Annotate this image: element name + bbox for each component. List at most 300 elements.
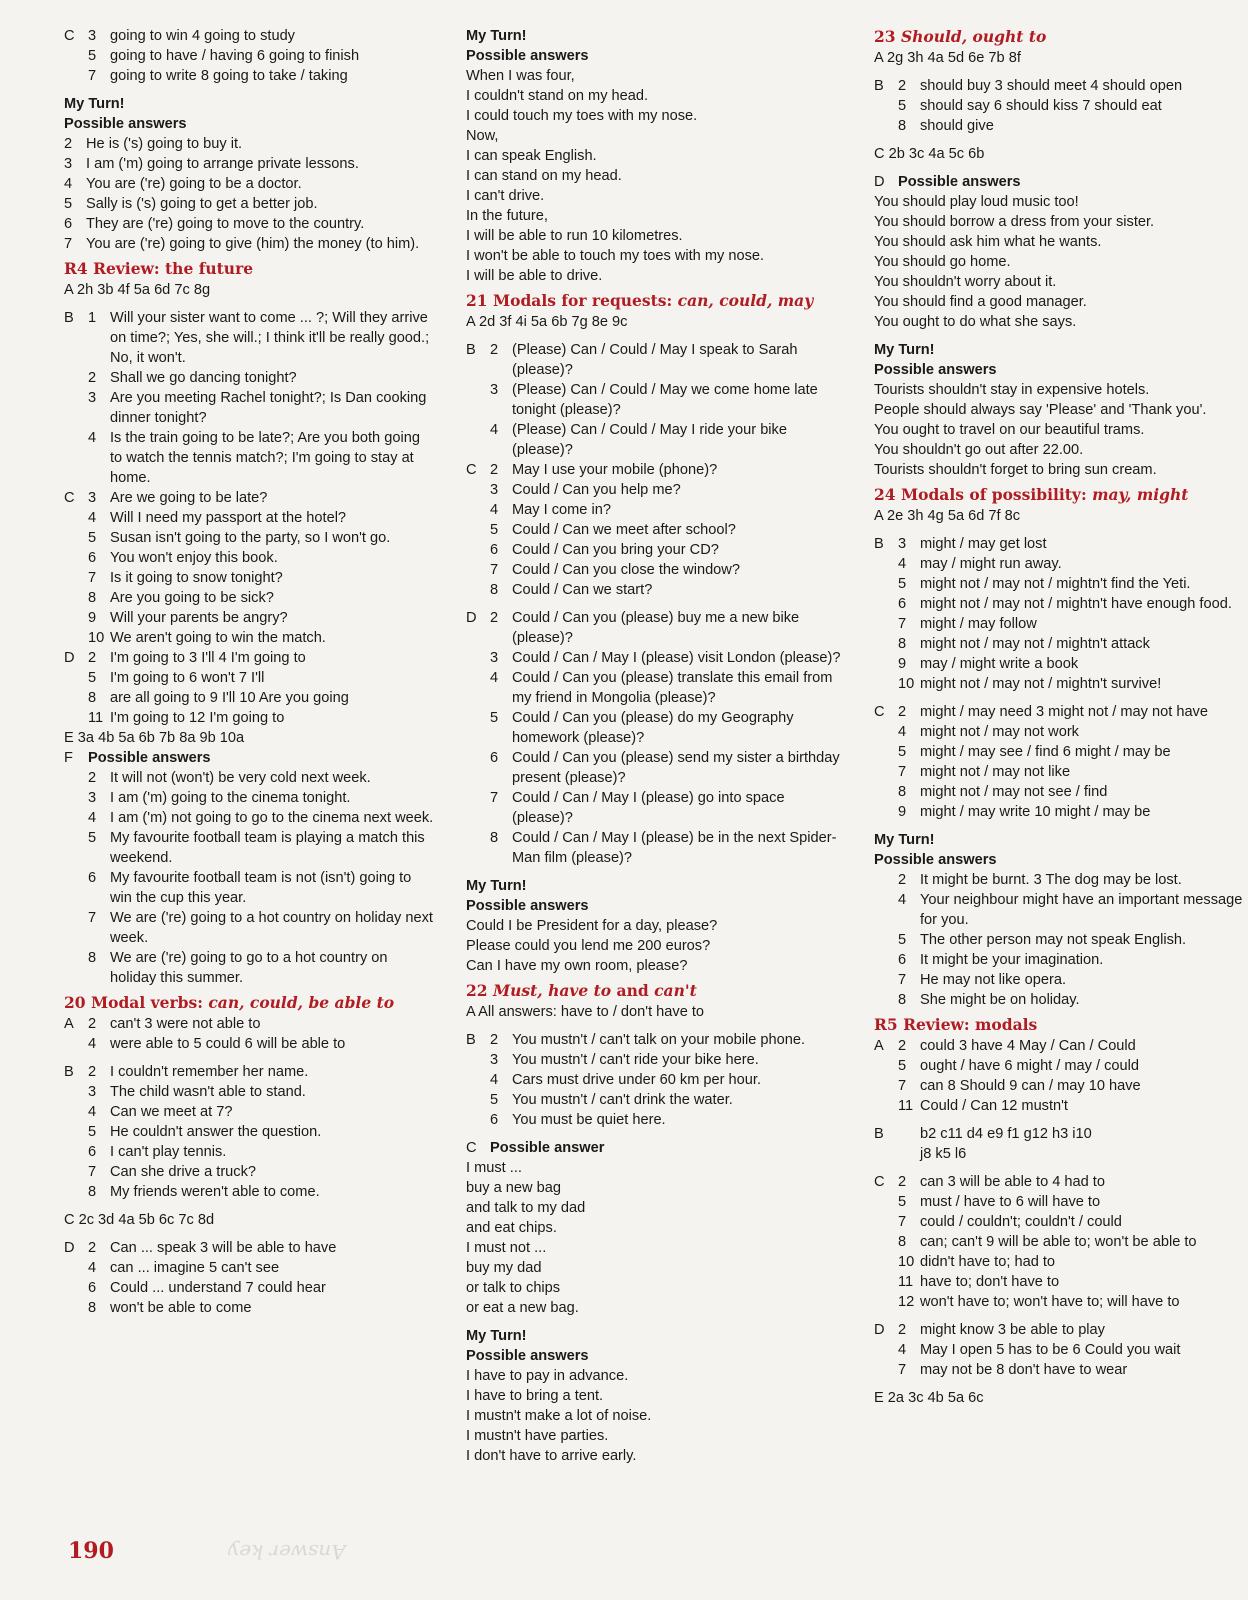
answer-line: C 2b 3c 4a 5c 6b: [874, 146, 985, 162]
exercise-block: [64, 308, 436, 488]
answer-lines: [874, 380, 1244, 480]
item-number: 6: [490, 750, 499, 766]
answer-item: [88, 1182, 436, 1202]
answer-item: [490, 380, 848, 420]
exercise-block: [466, 460, 848, 600]
answer-item: [88, 648, 436, 668]
item-number: 6: [88, 550, 97, 566]
answer-line: I don't have to arrive early.: [466, 1448, 637, 1464]
answer-line: A 2g 3h 4a 5d 6e 7b 8f: [874, 50, 1021, 66]
answer-item: [88, 868, 436, 908]
item-number: 8: [490, 830, 499, 846]
answer-item: [898, 970, 1244, 990]
section-subheading: My Turn!: [466, 878, 527, 894]
section-subheading: My Turn!: [466, 28, 527, 44]
item-text: must / have to 6 will have to: [920, 1194, 1101, 1210]
answer-item: [88, 46, 436, 66]
answer-item: [88, 1082, 436, 1102]
answer-item: [490, 560, 848, 580]
item-number: 6: [64, 216, 73, 232]
page-number: 190: [68, 1538, 114, 1564]
answer-item: [88, 548, 436, 568]
item-number: [898, 1124, 920, 1144]
answer-line: Tourists shouldn't stay in expensive hotels.: [874, 382, 1150, 398]
answer-line: Now,: [466, 128, 499, 144]
answer-item: [88, 1034, 436, 1054]
answer-item: [490, 668, 848, 708]
exercise-letter: B: [874, 78, 884, 94]
item-text: could 3 have 4 May / Can / Could: [920, 1038, 1136, 1054]
item-number: 8: [898, 636, 907, 652]
item-number: 8: [88, 590, 97, 606]
item-number: 10: [898, 676, 915, 692]
answer-item: [490, 748, 848, 788]
item-number: 11: [898, 1274, 914, 1290]
item-number: 6: [88, 1144, 97, 1160]
item-text: He may not like opera.: [920, 972, 1067, 988]
heading-italic: Must, have to: [492, 981, 612, 1000]
section-heading: [874, 1014, 1244, 1036]
item-text: might not / may not / mightn't attack: [920, 636, 1150, 652]
answer-line: People should always say 'Please' and 'Thank you'.: [874, 402, 1207, 418]
answer-item: [88, 388, 436, 428]
spacer: [64, 300, 436, 308]
answer-item: [490, 608, 848, 648]
answer-line: A 2e 3h 4g 5a 6d 7f 8c: [874, 508, 1021, 524]
item-number: 4: [898, 892, 907, 908]
section-subheading: Possible answers: [466, 48, 589, 64]
answer-item: [88, 368, 436, 388]
answer-item: [898, 1096, 1244, 1116]
answer-item: [490, 1110, 848, 1130]
item-text: He couldn't answer the question.: [110, 1124, 322, 1140]
item-text: Cars must drive under 60 km per hour.: [512, 1072, 762, 1088]
exercise-block: [64, 748, 436, 988]
item-number: 3: [490, 482, 499, 498]
exercise-answers: [898, 870, 1244, 1010]
exercise-letter: C: [874, 1174, 885, 1190]
spacer: [64, 1230, 436, 1238]
item-text: Could / Can you bring your CD?: [512, 542, 719, 558]
heading-italic: Should, ought to: [900, 27, 1047, 46]
item-text: might / may follow: [920, 616, 1037, 632]
exercise-answers: [88, 648, 436, 728]
item-text: j8 k5 l6: [920, 1146, 967, 1162]
item-text: might / may see / find 6 might / may be: [920, 744, 1171, 760]
answer-item: [88, 1278, 436, 1298]
item-text: didn't have to; had to: [920, 1254, 1056, 1270]
answer-item: [88, 1238, 436, 1258]
item-number: 8: [490, 582, 499, 598]
item-number: 11: [898, 1098, 914, 1114]
answer-item: [898, 594, 1244, 614]
answer-line: and eat chips.: [466, 1220, 557, 1236]
item-text: may not be 8 don't have to wear: [920, 1362, 1128, 1378]
answer-item: [490, 480, 848, 500]
item-text: Your neighbour might have an important message for you.: [920, 892, 1243, 928]
item-text: You won't enjoy this book.: [110, 550, 278, 566]
item-number: 5: [490, 522, 499, 538]
section-subheading: Possible answers: [64, 116, 187, 132]
item-text: Are you meeting Rachel tonight?; Is Dan cooking dinner tonight?: [110, 390, 427, 426]
answer-item: [88, 588, 436, 608]
exercise-letter: C: [874, 704, 885, 720]
answer-item: [88, 708, 436, 728]
item-number: 4: [88, 430, 97, 446]
item-number: 8: [898, 118, 907, 134]
answer-line: You should ask him what he wants.: [874, 234, 1102, 250]
answer-line: You should go home.: [874, 254, 1011, 270]
section-heading: [874, 484, 1244, 506]
heading-text: 23: [874, 27, 901, 46]
answer-lines: [466, 66, 848, 286]
item-text: b2 c11 d4 e9 f1 g12 h3 i10: [920, 1126, 1092, 1142]
answer-line: I mustn't make a lot of noise.: [466, 1408, 652, 1424]
answer-line: E 3a 4b 5a 6b 7b 8a 9b 10a: [64, 730, 245, 746]
item-text: He is ('s) going to buy it.: [86, 136, 243, 152]
answer-line: A All answers: have to / don't have to: [466, 1004, 705, 1020]
answer-line: You should play loud music too!: [874, 194, 1079, 210]
item-number: 7: [88, 1164, 97, 1180]
item-text: May I come in?: [512, 502, 611, 518]
item-number: 3: [490, 1052, 499, 1068]
answer-item: [490, 420, 848, 460]
item-text: (Please) Can / Could / May I ride your bike (please)?: [512, 422, 787, 458]
answer-item: [898, 1292, 1244, 1312]
item-number: 7: [898, 1362, 907, 1378]
answer-item: [898, 702, 1244, 722]
section-subheading: My Turn!: [874, 832, 935, 848]
exercise-answers: [898, 76, 1244, 136]
item-number: 8: [898, 992, 907, 1008]
answer-item: [898, 990, 1244, 1010]
answer-line: or eat a new bag.: [466, 1300, 579, 1316]
answer-item: [490, 1050, 848, 1070]
item-number: 8: [88, 690, 97, 706]
exercise-block: [466, 340, 848, 460]
answer-line: I can speak English.: [466, 148, 597, 164]
item-text: are all going to 9 I'll 10 Are you going: [110, 690, 349, 706]
item-text: It will not (won't) be very cold next week.: [110, 770, 371, 786]
answer-item: [898, 742, 1244, 762]
item-text: We are ('re) going to a hot country on holiday next week.: [110, 910, 433, 946]
item-text: might not / may not like: [920, 764, 1071, 780]
answer-item: [898, 614, 1244, 634]
exercise-block: [466, 1030, 848, 1130]
bleed-through-footer: Answer key: [228, 1540, 346, 1564]
answer-item: [88, 1258, 436, 1278]
item-text: Sally is ('s) going to get a better job.: [86, 196, 318, 212]
item-number: 6: [490, 542, 499, 558]
exercise-answers: [490, 460, 848, 600]
heading-text: R4 Review: the future: [64, 259, 254, 278]
item-number: 5: [88, 48, 97, 64]
answer-item: [88, 66, 436, 86]
answer-line: I must ...: [466, 1160, 522, 1176]
item-text: Is it going to snow tonight?: [110, 570, 283, 586]
exercise-block: [874, 702, 1244, 822]
item-number: 5: [898, 1194, 907, 1210]
answer-item: [490, 828, 848, 868]
exercise-letter: A: [874, 1038, 884, 1054]
heading-italic: can't: [654, 981, 697, 1000]
answer-item: [88, 808, 436, 828]
spacer: [466, 600, 848, 608]
exercise-answers: [490, 1138, 848, 1158]
item-text: could / couldn't; couldn't / could: [920, 1214, 1122, 1230]
item-text: You mustn't / can't drink the water.: [512, 1092, 733, 1108]
answer-item: [898, 1272, 1244, 1292]
answer-item: [898, 76, 1244, 96]
item-text: Could ... understand 7 could hear: [110, 1280, 326, 1296]
item-number: 2: [898, 704, 907, 720]
item-text: Will your sister want to come ... ?; Will they arrive on time?; Yes, she will.; I think it'll be really good.; No, it won't.: [110, 310, 430, 366]
answer-lines: [466, 916, 848, 976]
exercise-answers: [88, 26, 436, 86]
item-text: were able to 5 could 6 will be able to: [110, 1036, 346, 1052]
answer-item: [88, 488, 436, 508]
heading-italic: can, could, may: [677, 291, 814, 310]
item-number: 3: [490, 382, 499, 398]
item-text: can 8 Should 9 can / may 10 have: [920, 1078, 1141, 1094]
answer-line: C 2c 3d 4a 5b 6c 7c 8d: [64, 1212, 215, 1228]
item-text: Are you going to be sick?: [110, 590, 274, 606]
item-number: 6: [898, 952, 907, 968]
answer-item: [490, 648, 848, 668]
answer-item: [490, 1090, 848, 1110]
heading-text: 22: [466, 981, 493, 1000]
exercise-letter: C: [64, 490, 75, 506]
item-number: 3: [88, 490, 97, 506]
spacer: [466, 1130, 848, 1138]
item-text: won't be able to come: [110, 1300, 252, 1316]
answer-column-1: [64, 26, 436, 1318]
heading-text: R5 Review: modals: [874, 1015, 1038, 1034]
exercise-letter: D: [874, 1322, 885, 1338]
exercise-answers: [898, 1124, 1244, 1164]
exercise-letter: B: [64, 1064, 74, 1080]
item-text: might not / may not / mightn't have enough food.: [920, 596, 1232, 612]
item-number: 5: [64, 196, 73, 212]
answer-item: [88, 1298, 436, 1318]
item-number: 2: [898, 1174, 907, 1190]
heading-text: 20 Modal verbs:: [64, 993, 209, 1012]
item-text: The child wasn't able to stand.: [110, 1084, 306, 1100]
spacer: [64, 1202, 436, 1210]
answer-item: [88, 688, 436, 708]
spacer: [64, 1054, 436, 1062]
answer-line: I will be able to run 10 kilometres.: [466, 228, 683, 244]
item-number: 2: [490, 342, 499, 358]
item-number: 1: [88, 310, 97, 326]
item-text: going to have / having 6 going to finish: [110, 48, 360, 64]
item-number: 4: [88, 510, 97, 526]
exercise-answers: [898, 1036, 1244, 1116]
heading-text: 21 Modals for requests:: [466, 291, 678, 310]
exercise-letter: D: [466, 610, 477, 626]
spacer: [466, 332, 848, 340]
item-text: have to; don't have to: [920, 1274, 1060, 1290]
exercise-letter: A: [64, 1016, 74, 1032]
answer-line: You shouldn't worry about it.: [874, 274, 1057, 290]
answer-line: or talk to chips: [466, 1280, 561, 1296]
item-number: 4: [490, 422, 499, 438]
item-text: Can we meet at 7?: [110, 1104, 233, 1120]
exercise-block: [64, 26, 436, 86]
item-number: 7: [898, 1214, 907, 1230]
item-text: Is the train going to be late?; Are you both going to watch the tennis match?; I'm going to stay at home.: [110, 430, 420, 486]
item-text: can; can't 9 will be able to; won't be able to: [920, 1234, 1197, 1250]
answer-item: [898, 1340, 1244, 1360]
heading-text: and: [611, 981, 655, 1000]
item-text: (Please) Can / Could / May we come home late tonight (please)?: [512, 382, 818, 418]
item-text: It might be burnt. 3 The dog may be lost.: [920, 872, 1182, 888]
item-number: 4: [64, 176, 73, 192]
item-number: 4: [490, 1072, 499, 1088]
answer-item: [898, 1076, 1244, 1096]
item-number: 3: [88, 1084, 97, 1100]
exercise-letter: C: [64, 28, 75, 44]
item-number: 2: [88, 770, 97, 786]
item-text: can't 3 were not able to: [110, 1016, 261, 1032]
answer-item: [490, 460, 848, 480]
spacer: [466, 1318, 848, 1326]
item-number: 5: [898, 744, 907, 760]
section-heading: [64, 258, 436, 280]
item-text: Can ... speak 3 will be able to have: [110, 1240, 337, 1256]
item-text: I'm going to 12 I'm going to: [110, 710, 285, 726]
item-text: can 3 will be able to 4 had to: [920, 1174, 1105, 1190]
answer-item: [490, 520, 848, 540]
answer-item: [898, 634, 1244, 654]
item-number: 9: [88, 610, 97, 626]
answer-item: [898, 554, 1244, 574]
item-number: 2: [898, 78, 907, 94]
exercise-block: [466, 608, 848, 868]
exercise-letter: [874, 870, 898, 1010]
item-text: It might be your imagination.: [920, 952, 1104, 968]
section-subheading: Possible answers: [88, 750, 211, 766]
item-number: 7: [898, 616, 907, 632]
item-number: 5: [88, 1124, 97, 1140]
item-text: My friends weren't able to come.: [110, 1184, 320, 1200]
item-number: 5: [898, 576, 907, 592]
item-text: Shall we go dancing tonight?: [110, 370, 297, 386]
answer-lines: [466, 1366, 848, 1466]
item-text: I am ('m) going to arrange private lessons.: [86, 156, 359, 172]
item-text: might know 3 be able to play: [920, 1322, 1105, 1338]
exercise-letter: D: [874, 174, 885, 190]
section-subheading: Possible answers: [874, 852, 997, 868]
answer-item: [898, 1360, 1244, 1380]
answer-line: I must not ...: [466, 1240, 547, 1256]
item-text: should say 6 should kiss 7 should eat: [920, 98, 1162, 114]
answer-item: [64, 154, 436, 174]
answer-item: [490, 540, 848, 560]
answer-item: [88, 1102, 436, 1122]
answer-line: I have to pay in advance.: [466, 1368, 629, 1384]
item-number: 8: [88, 1300, 97, 1316]
answer-item: [898, 116, 1244, 136]
item-number: 7: [64, 236, 73, 252]
item-number: 4: [490, 670, 499, 686]
item-text: We are ('re) going to go to a hot country on holiday this summer.: [110, 950, 388, 986]
answer-item: [898, 654, 1244, 674]
item-number: 2: [88, 370, 97, 386]
item-text: Could / Can you (please) translate this email from my friend in Mongolia (please)?: [512, 670, 833, 706]
item-text: You mustn't / can't ride your bike here.: [512, 1052, 759, 1068]
item-text: should give: [920, 118, 994, 134]
item-number: 7: [898, 764, 907, 780]
answer-item: [898, 890, 1244, 930]
item-number: 4: [490, 502, 499, 518]
item-text: going to write 8 going to take / taking: [110, 68, 348, 84]
exercise-answers: [88, 308, 436, 488]
exercise-letter: B: [874, 1126, 884, 1142]
item-number: 2: [898, 872, 907, 888]
answer-item: [88, 1162, 436, 1182]
exercise-answers: [898, 1172, 1244, 1312]
item-number: 3: [490, 650, 499, 666]
item-text: might / may need 3 might not / may not have: [920, 704, 1208, 720]
item-number: 3: [898, 536, 907, 552]
answer-item: [898, 1192, 1244, 1212]
answer-line: E 2a 3c 4b 5a 6c: [874, 1390, 984, 1406]
answer-lines: [466, 1158, 848, 1318]
answer-line: I have to bring a tent.: [466, 1388, 604, 1404]
answer-line: I won't be able to touch my toes with my nose.: [466, 248, 765, 264]
exercise-letter: D: [64, 1240, 75, 1256]
section-subheading: My Turn!: [874, 342, 935, 358]
answer-line: buy a new bag: [466, 1180, 561, 1196]
exercise-answers: [898, 534, 1244, 694]
item-number: 8: [88, 1184, 97, 1200]
item-text: Could / Can you close the window?: [512, 562, 740, 578]
item-text: ought / have 6 might / may / could: [920, 1058, 1140, 1074]
item-number: 6: [88, 870, 97, 886]
answer-item: [898, 1212, 1244, 1232]
exercise-answers: [490, 1030, 848, 1130]
item-number: 7: [88, 910, 97, 926]
item-text: Can she drive a truck?: [110, 1164, 257, 1180]
item-number: 2: [88, 1064, 97, 1080]
answer-line: You ought to do what she says.: [874, 314, 1077, 330]
answer-item: [88, 948, 436, 988]
answer-item: [88, 668, 436, 688]
exercise-block: [64, 648, 436, 728]
section-heading: [64, 992, 436, 1014]
answer-item: [64, 214, 436, 234]
answer-line: buy my dad: [466, 1260, 542, 1276]
heading-italic: can, could, be able to: [208, 993, 395, 1012]
item-text: I'm going to 3 I'll 4 I'm going to: [110, 650, 306, 666]
answer-line: I couldn't stand on my head.: [466, 88, 649, 104]
spacer: [466, 1022, 848, 1030]
answer-line: Please could you lend me 200 euros?: [466, 938, 711, 954]
spacer: [874, 1312, 1244, 1320]
answer-line: Could I be President for a day, please?: [466, 918, 718, 934]
item-text: Will your parents be angry?: [110, 610, 288, 626]
exercise-block: [874, 870, 1244, 1010]
exercise-letter: B: [466, 342, 476, 358]
exercise-block: [64, 488, 436, 648]
item-text: might not / may not work: [920, 724, 1079, 740]
answer-line: You shouldn't go out after 22.00.: [874, 442, 1084, 458]
answer-line: You ought to travel on our beautiful trams.: [874, 422, 1145, 438]
answer-column-3: [874, 26, 1244, 1408]
spacer: [874, 822, 1244, 830]
item-number: 5: [898, 932, 907, 948]
